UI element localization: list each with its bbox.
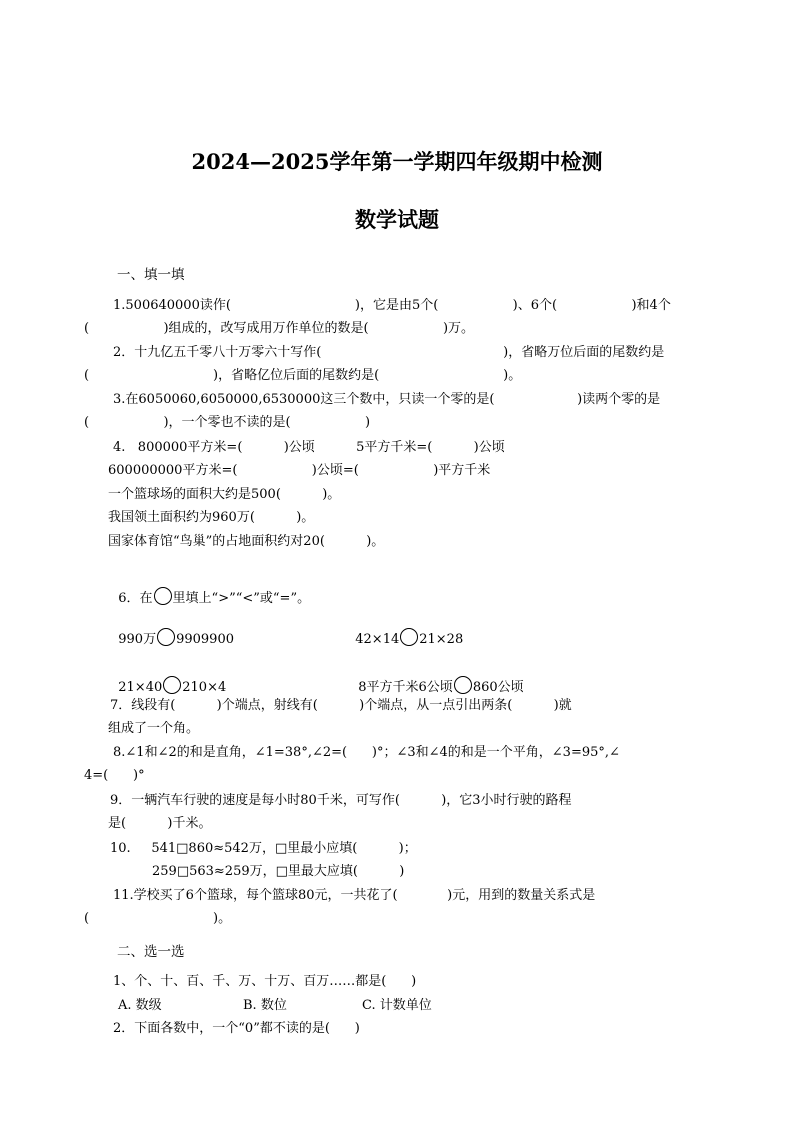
q3-line2: ( )，一个零也不读的是( ) — [84, 415, 371, 430]
q9-line1: 9．一辆汽车行驶的速度是每小时80千米，可写作( )，它3小时行驶的路程 — [110, 793, 572, 808]
q1-line1: 1.500640000读作( )，它是由5个( )、6个( )和4个 — [113, 298, 671, 313]
q6-instruction — [110, 570, 310, 607]
q6-compare-1 — [110, 611, 234, 648]
s2-q1-option-c[interactable]: C. 计数单位 — [362, 998, 432, 1013]
q10-line1: 10. 541□860≈542万，□里最小应填( )； — [110, 841, 417, 856]
compare-circle-input[interactable] — [454, 676, 472, 694]
q6-left: 990万 — [118, 632, 157, 647]
q6-pre: 6．在 — [118, 591, 153, 606]
q6-right: 9909900 — [176, 632, 234, 647]
q6-compare-2 — [347, 611, 463, 648]
q4-line5: 国家体育馆“鸟巢”的占地面积约对20( )。 — [108, 534, 385, 549]
page-subtitle: 数学试题 — [355, 207, 439, 232]
compare-circle-input[interactable] — [157, 628, 175, 646]
q6-compare-3 — [110, 659, 226, 696]
q8-line1: 8.∠1和∠2的和是直角，∠1=38°,∠2=( )°；∠3和∠4的和是一个平角，∠3=95°,∠ — [113, 745, 620, 760]
section-heading-choice: 二、选一选 — [117, 944, 185, 960]
q7-line2: 组成了一个角。 — [108, 721, 200, 736]
q6-right: 860公顷 — [472, 680, 524, 695]
s2-q1: 1、个、十、百、千、万、十万、百万……都是( ) — [113, 974, 417, 989]
section-heading-fill: 一、填一填 — [117, 267, 185, 283]
q6-right: 21×28 — [419, 632, 464, 647]
q6-compare-4 — [350, 659, 524, 696]
page-title: 2024—2025学年第一学期四年级期中检测 — [191, 149, 603, 174]
q9-line2: 是( )千米。 — [108, 816, 212, 831]
q4-line2: 600000000平方米=( )公顷=( )平方千米 — [108, 463, 491, 478]
q6-left: 21×40 — [118, 680, 163, 695]
s2-q1-option-a[interactable]: A. 数级 — [118, 998, 162, 1013]
q6-left: 8平方千米6公顷 — [358, 680, 453, 695]
q4-line1: 4. 800000平方米=( )公顷 5平方千米=( )公顷 — [113, 440, 505, 455]
q6-post: 里填上“>”“<”或“=”。 — [172, 591, 311, 606]
q7-line1: 7．线段有( )个端点，射线有( )个端点，从一点引出两条( )就 — [110, 698, 572, 713]
q2-line1: 2．十九亿五千零八十万零六十写作( )，省略万位后面的尾数约是 — [113, 345, 665, 360]
q10-line2: 259□563≈259万，□里最大应填( ) — [152, 864, 405, 879]
q3-line1: 3.在6050060,6050000,6530000这三个数中，只读一个零的是( )读两个零的是 — [113, 392, 661, 407]
q4-line4: 我国领土面积约为960万( )。 — [108, 510, 315, 525]
s2-q2: 2．下面各数中，一个“0”都不读的是( ) — [113, 1021, 360, 1036]
q1-line2: ( )组成的，改写成用万作单位的数是( )万。 — [84, 321, 475, 336]
q11-line1: 11.学校买了6个篮球，每个篮球80元，一共花了( )元，用到的数量关系式是 — [113, 888, 596, 903]
q2-line2: ( )，省略亿位后面的尾数约是( )。 — [84, 368, 522, 383]
q8-line2: 4=( )° — [84, 768, 145, 783]
compare-circle-input[interactable] — [163, 676, 181, 694]
q6-left: 42×14 — [355, 632, 400, 647]
q4-line3: 一个篮球场的面积大约是500( )。 — [108, 487, 341, 502]
compare-circle-input[interactable] — [400, 628, 418, 646]
q6-right: 210×4 — [182, 680, 227, 695]
circle-icon — [154, 587, 172, 605]
q11-line2: ( )。 — [84, 911, 232, 926]
s2-q1-option-b[interactable]: B. 数位 — [243, 998, 287, 1013]
